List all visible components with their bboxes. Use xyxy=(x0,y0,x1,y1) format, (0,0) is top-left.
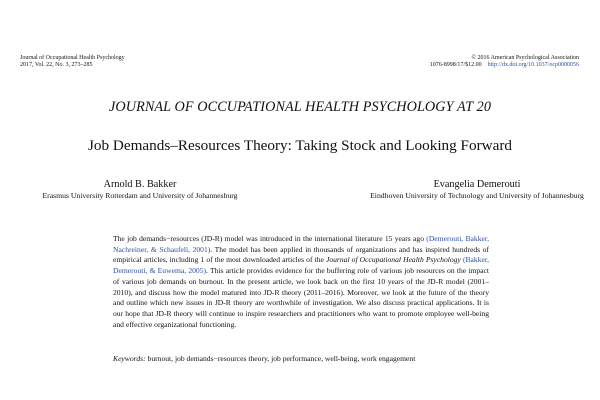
keywords-list: burnout, job demands−resources theory, job performance, well-being, work engagement xyxy=(145,354,416,363)
author-name: Evangelia Demerouti xyxy=(433,179,521,190)
author-block-1 xyxy=(20,179,260,200)
journal-name: Journal of Occupational Health Psychology xyxy=(20,55,125,61)
issn-price: 1076-8998/17/$12.00 xyxy=(429,62,482,69)
doi-separator xyxy=(483,62,486,68)
abstract xyxy=(113,234,489,330)
abstract-text: The job demands−resources (JD-R) model was introduced in the international literature 15 years ago xyxy=(113,234,427,243)
copyright-notice: © 2016 American Psychological Association xyxy=(471,55,579,61)
series-title: JOURNAL OF OCCUPATIONAL HEALTH PSYCHOLOGY AT 20 xyxy=(108,99,492,115)
doi-link[interactable]: http://dx.doi.org/10.1037/ocp0000056 xyxy=(487,62,579,69)
keywords xyxy=(113,354,493,364)
author-block-2 xyxy=(365,179,589,200)
abstract-text: . The model has been applied in thousands of organizations and has inspired hundreds of empirical articles, including 1 of the most downloaded articles of the xyxy=(113,244,490,265)
keywords-label: Keywords: xyxy=(113,354,146,363)
issn-doi-line xyxy=(430,62,579,69)
journal-header-left xyxy=(20,55,125,69)
citation-link[interactable]: (Demerouti, Bakker, Nachreiner, & Schaufeli, 2001) xyxy=(113,234,490,254)
author-affiliation: Erasmus University Rotterdam and University of Johannesburg xyxy=(42,191,238,200)
author-affiliation: Eindhoven University of Technology and University of Johannesburg xyxy=(370,191,584,200)
citation-link[interactable]: (Bakker, Demerouti, & Euwema, 2005) xyxy=(113,255,489,276)
journal-header-right xyxy=(430,55,579,69)
journal-citation: 2017, Vol. 22, No. 3, 273–285 xyxy=(20,62,93,69)
abstract-text: . This article provides evidence for the buffering role of various job resources on the impact of various job demands on burnout. In the present article, we look back on the first 10 years of the JD-R model (2001–2010), and discuss how the model matured into JD-R theory (2011–2016). Moreover, we look at the future of the theory and outline which new issues in JD-R theory are worthwhile of investigation. We also discuss practical applications. It is our hope that JD-R theory will continue to inspire researchers and practitioners who want to promote employee well-being and effective organizational functioning. xyxy=(113,266,489,329)
article-title: Job Demands–Resources Theory: Taking Stock and Looking Forward xyxy=(88,137,512,154)
author-name: Arnold B. Bakker xyxy=(103,179,177,190)
journal-name-italic: Journal of Occupational Health Psychology xyxy=(325,255,461,265)
